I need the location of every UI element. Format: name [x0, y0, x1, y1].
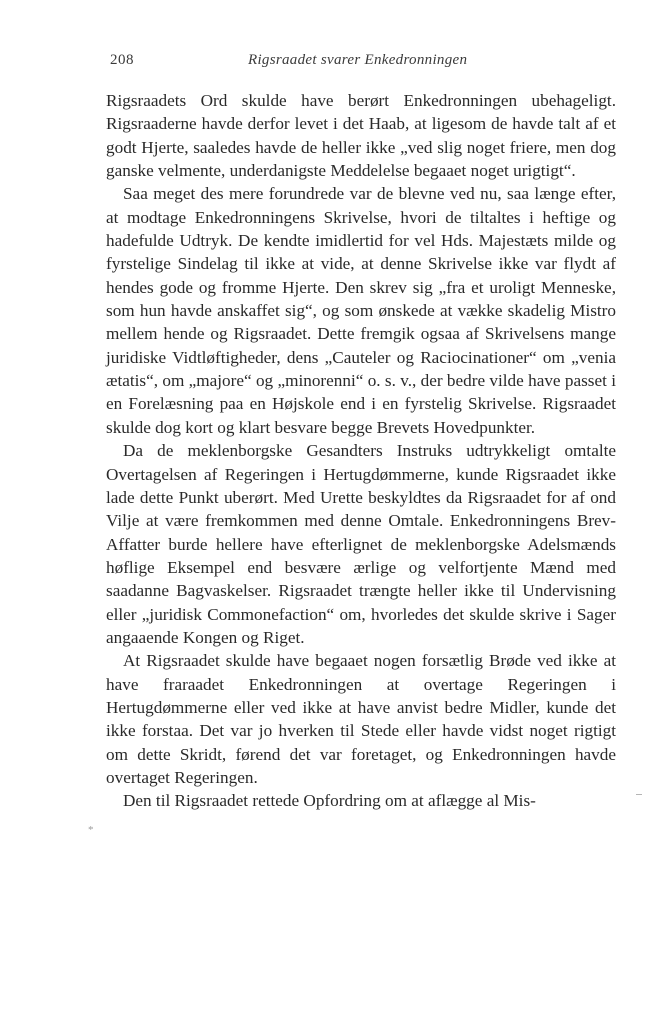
page-number: 208	[110, 52, 134, 68]
paragraph: Den til Rigsraadet rettede Opfordring om at aflægge al Mis-	[123, 791, 536, 811]
paragraph: Da de meklenborgske Gesandters Instruks udtrykkeligt omtalte Overtagelsen af Regeringen i Hertugdømmerne, kunde Rigsraadet ikke lade dette Punkt uberørt. Med Urette beskyldtes da Rigsraadet for af ond Vilje at være fremkommen med denne Omtale. Enkedronningens Brev-Affatter burde hellere have efterlignet de meklenborgske Adelsmænds høflige Eksempel end besvære ærlige og velfortjente Mænd med saadanne Bagvaskelser. Rigsraadet trængte heller ikke til Undervisning eller „juridisk Commonefaction“ om, hvorledes det skulde skrive i Sager angaaende Kongen og Riget.	[106, 441, 616, 647]
paragraph: Rigsraadets Ord skulde have berørt Enkedronningen ubehageligt. Rigsraaderne havde derfor levet i det Haab, at ligesom de havde talt af et godt Hjerte, saaledes havde de heller ikke „ved slig noget friere, men dog ganske velmente, underdanigste Meddelelse begaaet noget urigtigt“.	[106, 91, 616, 181]
margin-mark: *	[88, 824, 94, 836]
body-text	[106, 89, 616, 813]
page-header	[110, 52, 540, 72]
paragraph: At Rigsraadet skulde have begaaet nogen forsætlig Brøde ved ikke at have fraraadet Enkedronningen at overtage Regeringen i Hertugdømmerne eller ved ikke at have anvist bedre Midler, kunde det ikke forstaa. Det var jo hverken til Stede eller havde vidst noget rigtigt om dette Skridt, førend det var foretaget, og Enkedronningen havde overtaget Regeringen.	[106, 651, 616, 787]
running-head: Rigsraadet svarer Enkedronningen	[248, 52, 468, 68]
edge-mark	[636, 794, 642, 795]
paragraph: Saa meget des mere forundrede var de blevne ved nu, saa længe efter, at modtage Enkedronningens Skrivelse, hvori de tiltaltes i heftige og hadefulde Udtryk. De kendte imidlertid for vel Hds. Majestæts milde og fyrstelige Sindelag til ikke at vide, at denne Skrivelse ikke var flydt af hendes gode og fromme Hjerte. Den skrev sig „fra et uroligt Menneske, som hun havde anskaffet sig“, og som ønskede at vække skadelig Mistro mellem hende og Rigsraadet. Dette fremgik ogsaa af Skrivelsens mange juridiske Vidtløftigheder, dens „Cauteler og Raciocinationer“ om „venia ætatis“, om „majore“ og „minorenni“ o. s. v., der bedre vilde have passet i en Forelæsning paa en Højskole end i en fyrstelig Skrivelse. Rigsraadet skulde dog kort og klart besvare begge Brevets Hovedpunkter.	[106, 184, 616, 437]
